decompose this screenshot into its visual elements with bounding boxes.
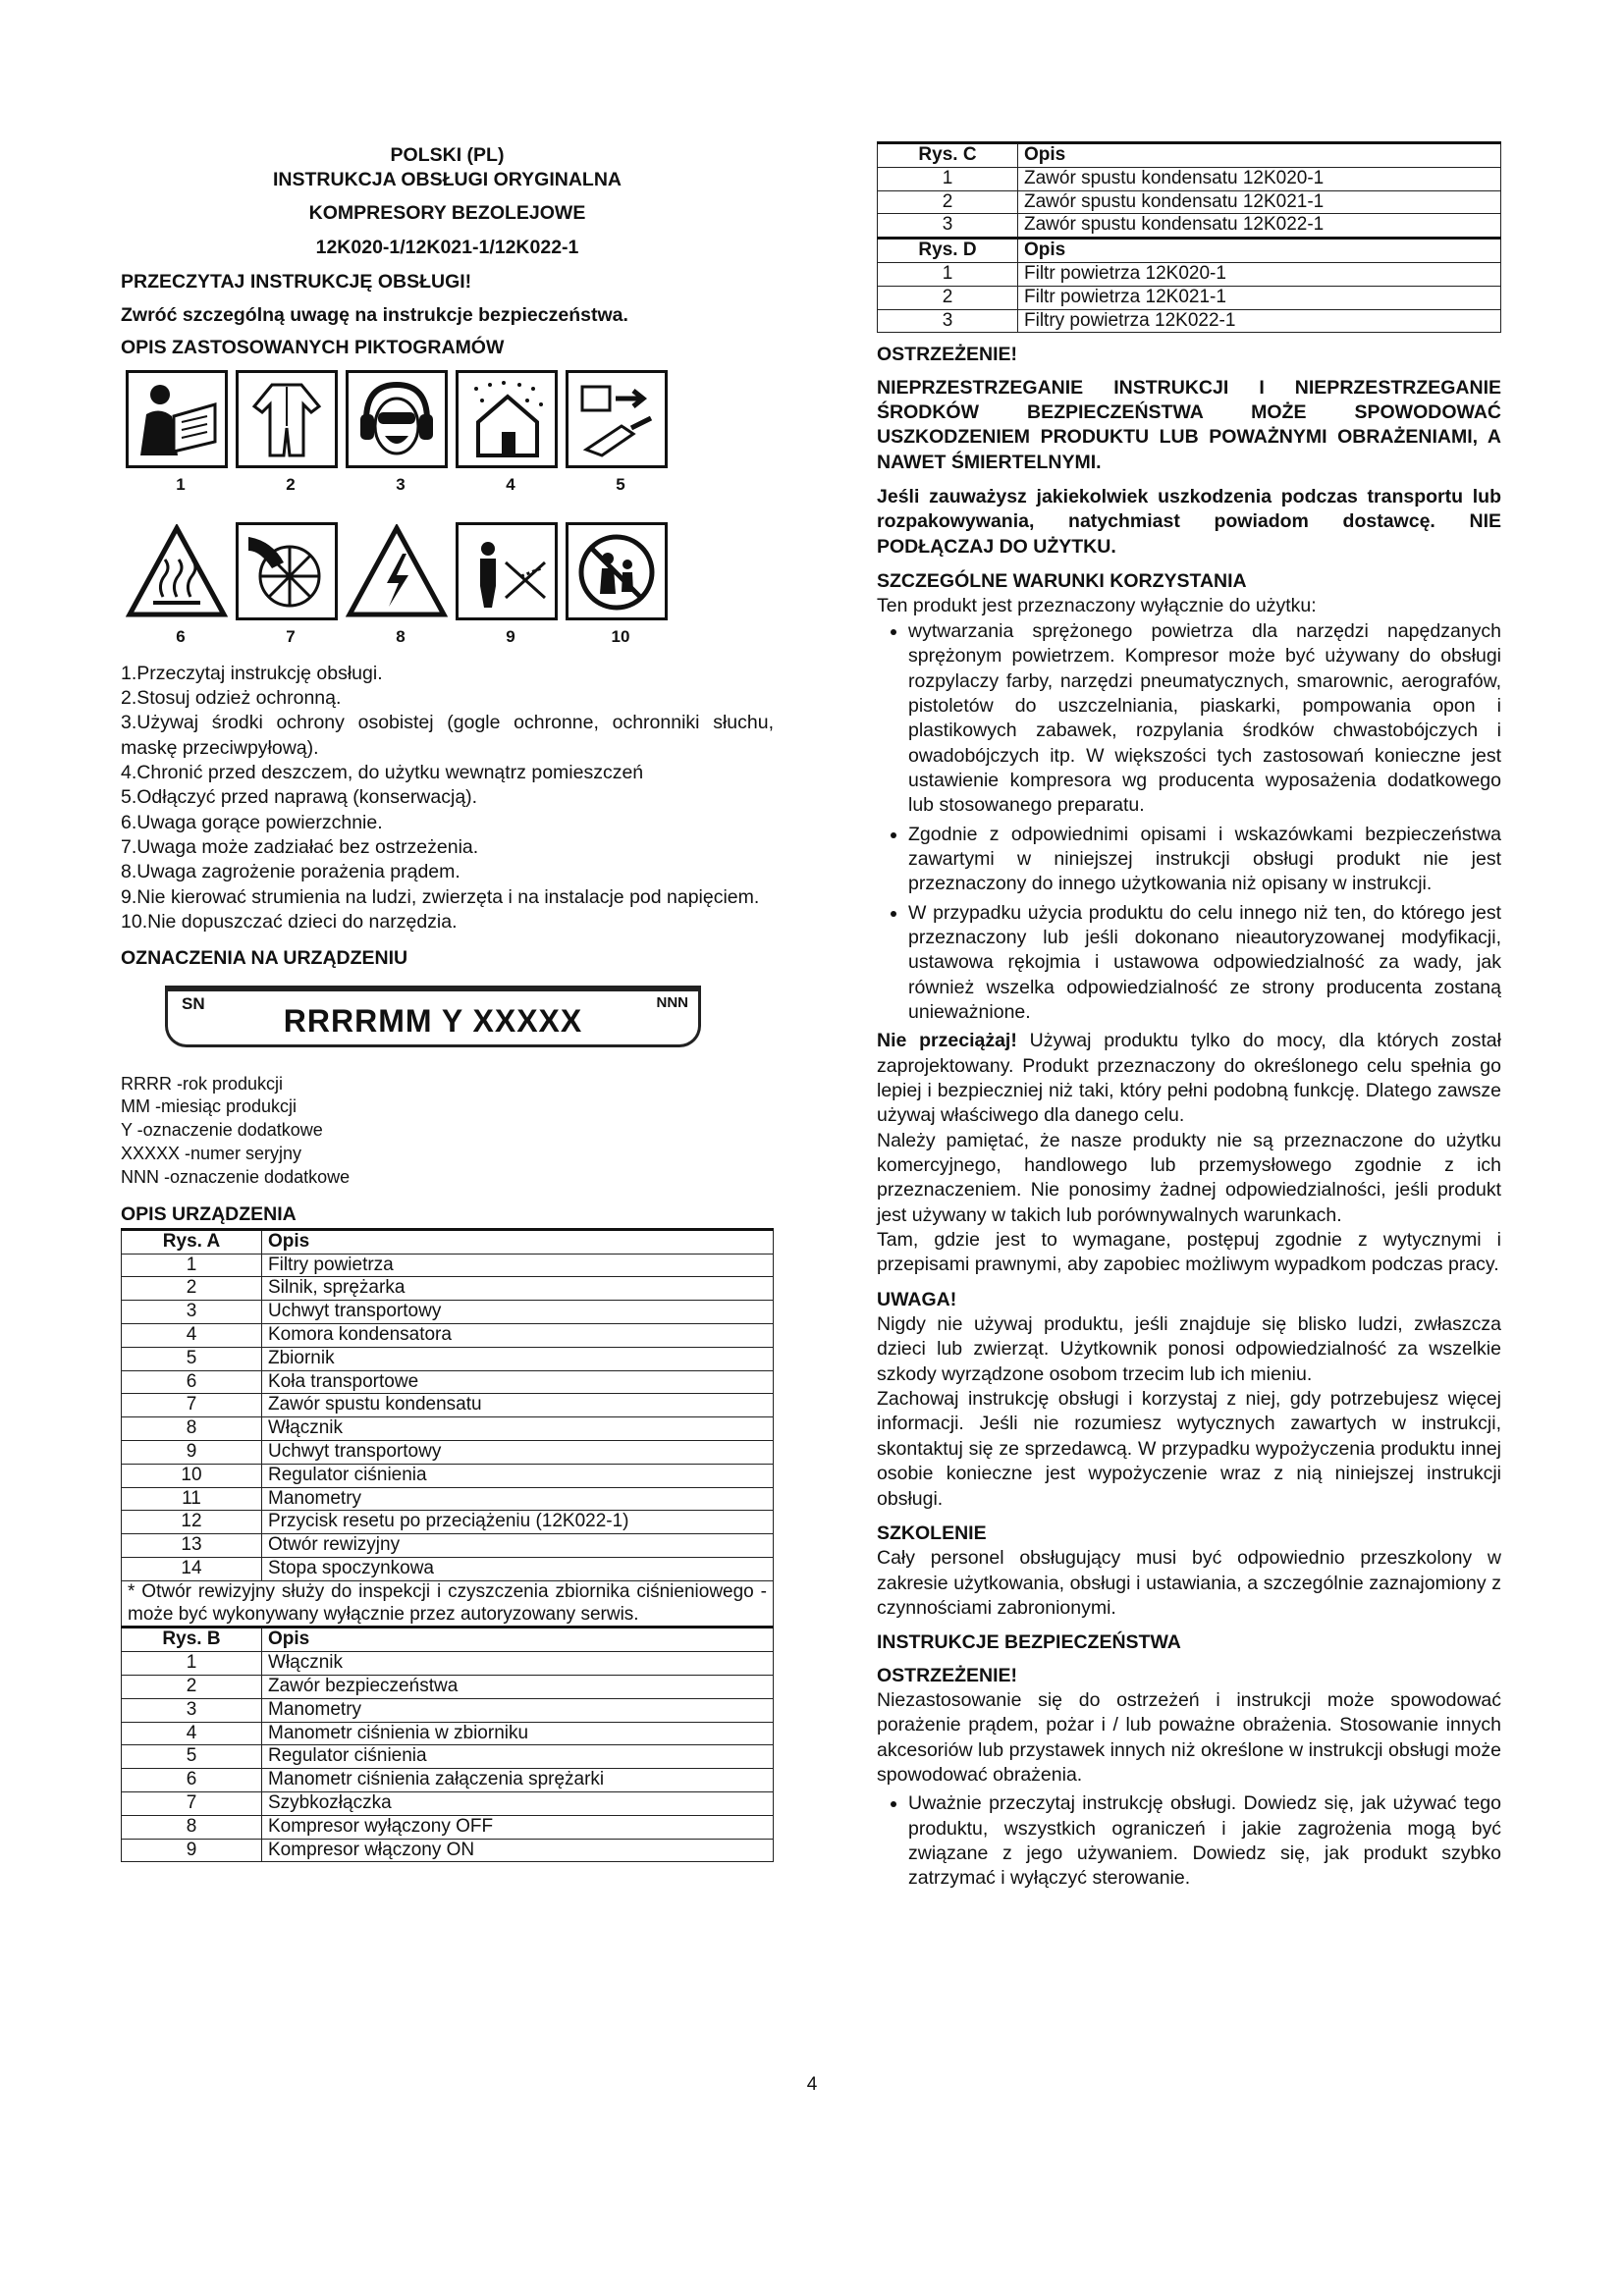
table-row: 1 Zawór spustu kondensatu 12K020-1 <box>878 167 1501 190</box>
safety-instructions-title: INSTRUKCJE BEZPIECZEŃSTWA <box>877 1631 1181 1654</box>
table-rys-a <box>121 1228 774 1863</box>
table-row: 4 Manometr ciśnienia w zbiorniku <box>122 1722 774 1745</box>
hot-surface-icon <box>126 522 228 620</box>
table-row: 3 Filtry powietrza 12K022-1 <box>878 309 1501 333</box>
list-item: • wytwarzania sprężonego powietrza dla narzędzi napędzanych sprężonym powietrzem. Kompresor może być używany do obsługi rozpylaczy farby, narzędzi pneumatycznych, smarownic, aerografów, pistoletów do uszczelniania, piaskarki, pompowania opon i plastikowych zabawek, rozpylania środków chwastobójczych i owadobójczych itp. W większości tych zastosowań konieczne jest ustawienie kompresora wg producenta wyposażenia dodatkowego lub stosowanego preparatu. <box>908 619 1501 819</box>
table-row: 3 Zawór spustu kondensatu 12K022-1 <box>878 214 1501 239</box>
table-header: Rys. A Opis <box>122 1229 774 1254</box>
table-row: 7 Zawór spustu kondensatu <box>122 1394 774 1417</box>
table-note-row: * Otwór rewizyjny służy do inspekcji i czyszczenia zbiornika ciśnieniowego - może być wykonywany wyłącznie przez autoryzowany serwis. <box>122 1580 774 1628</box>
warning-body: NIEPRZESTRZEGANIE INSTRUKCJI I NIEPRZESTRZEGANIE ŚRODKÓW BEZPIECZEŃSTWA MOŻE SPOWODOWAĆ USZKODZENIEM PRODUKTU LUB POWAŻNYMI OBRAŻENIAMI, A NAWET ŚMIERTELNYMI. <box>877 376 1501 473</box>
table-row: 8 Kompresor wyłączony OFF <box>122 1815 774 1839</box>
caution-paragraph-1: Nigdy nie używaj produktu, jeśli znajduje się blisko ludzi, zwłaszcza dzieci lub zwierząt. Użytkownik ponosi odpowiedzialność za wszelkie szkody wyrządzone osobom trzecim lub ich mieniu. <box>877 1313 1501 1385</box>
table-row: 1 Włącznik <box>122 1652 774 1676</box>
read-instructions-heading: PRZECZYTAJ INSTRUKCJĘ OBSŁUGI! <box>121 271 472 294</box>
pictogram-row-2 <box>126 522 774 620</box>
table-row: 3 Uchwyt transportowy <box>122 1301 774 1324</box>
table-row: 6 Koła transportowe <box>122 1370 774 1394</box>
protective-clothing-icon <box>236 370 338 468</box>
model-numbers: 12K020-1/12K021-1/12K022-1 <box>315 237 579 259</box>
table-row: 2 Silnik, sprężarka <box>122 1277 774 1301</box>
disconnect-before-repair-icon <box>566 370 668 468</box>
caution-title: UWAGA! <box>877 1288 957 1310</box>
list-item: • W przypadku użycia produktu do celu innego niż ten, do którego jest przeznaczony lub jeśli dokonano nieautoryzowanej modyfikacji, ustawowa rękojmia i ustawowa odpowiedzialność za wady, jak również wszelka odpowiedzialność ze strony producenta zostaną unieważnione. <box>908 901 1501 1026</box>
conditions-list <box>877 619 1501 1026</box>
table-row: 12 Przycisk resetu po przeciążeniu (12K022-1) <box>122 1511 774 1534</box>
table-row: 6 Manometr ciśnienia załączenia sprężarki <box>122 1769 774 1792</box>
table-row: 2 Zawór bezpieczeństwa <box>122 1675 774 1698</box>
pictograms-title: OPIS ZASTOSOWANYCH PIKTOGRAMÓW <box>121 337 505 359</box>
read-manual-icon <box>126 370 228 468</box>
table-row: 2 Filtr powietrza 12K021-1 <box>878 286 1501 309</box>
warning-heading-2: OSTRZEŻENIE! <box>877 1664 1018 1686</box>
overload-paragraph: Nie przeciążaj! Używaj produktu tylko do mocy, dla których został zaprojektowany. Produkt przeznaczony do określonego celu spełnia go lepiej i bezpieczniej niż taki, który pełni podobną funkcję. Dlatego zawsze używaj właściwego dla danego celu. <box>877 1030 1501 1127</box>
table-header-rys-c: Rys. C Opis <box>878 143 1501 168</box>
table-row: 3 Manometry <box>122 1698 774 1722</box>
pictogram-numbers-row-2: 6 7 8 9 10 <box>176 626 630 646</box>
table-header-rys-d: Rys. D Opis <box>878 239 1501 263</box>
table-row: 2 Zawór spustu kondensatu 12K021-1 <box>878 190 1501 214</box>
page-number: 4 <box>806 2074 818 2095</box>
training-title: SZKOLENIE <box>877 1522 987 1544</box>
language-heading: POLSKI (PL) <box>390 144 505 166</box>
fan-warning-icon <box>236 522 338 620</box>
table-row: 5 Zbiornik <box>122 1347 774 1370</box>
keep-children-away-icon <box>566 522 668 620</box>
goggles-earmuffs-mask-icon <box>346 370 448 468</box>
table-header-rys-b: Rys. B Opis <box>122 1628 774 1652</box>
training-paragraph: Cały personel obsługujący musi być odpowiednio przeszkolony w zakresie użytkowania, obsługi i ustawiania, a szczególnie zaznajomiony z czynnościami zabronionymi. <box>877 1547 1501 1619</box>
document-title: INSTRUKCJA OBSŁUGI ORYGINALNA <box>273 169 622 191</box>
table-row: 8 Włącznik <box>122 1417 774 1441</box>
plate-code: RRRRMM Y XXXXX <box>283 1002 583 1039</box>
table-row: 1 Filtr powietrza 12K020-1 <box>878 262 1501 286</box>
product-name: KOMPRESORY BEZOLEJOWE <box>308 201 586 224</box>
pictogram-numbers-row-1: 1 2 3 4 5 <box>176 475 625 495</box>
table-row: 11 Manometry <box>122 1487 774 1511</box>
plate-sn: SN <box>182 993 205 1013</box>
indoor-use-only-icon <box>456 370 558 468</box>
safety-attention-note: Zwróć szczególną uwagę na instrukcje bezpieczeństwa. <box>121 303 628 326</box>
rating-plate <box>165 986 701 1047</box>
table-row: 13 Otwór rewizyjny <box>122 1534 774 1558</box>
table-row: 14 Stopa spoczynkowa <box>122 1557 774 1580</box>
pictogram-legend: 1.Przeczytaj instrukcję obsługi. 2.Stosuj odzież ochronną. 3.Używaj środki ochrony osobistej (gogle ochronne, ochronniki słuchu, maskę przeciwpyłową). 4.Chronić przed deszczem, do użytku wewnątrz pomieszczeń 5.Odłączyć przed naprawą (konserwacją). 6.Uwaga gorące powierzchnie. 7.Uwaga może zadziałać bez ostrzeżenia. 8.Uwaga zagrożenie porażenia prądem. 9.Nie kierować strumienia na ludzi, zwierzęta i na instalacje pod napięciem. 10.Nie dopuszczać dzieci do narzędzia. <box>121 662 774 934</box>
no-spray-at-people-icon <box>456 522 558 620</box>
table-row: 10 Regulator ciśnienia <box>122 1464 774 1487</box>
table-row: 1 Filtry powietrza <box>122 1254 774 1277</box>
table-row: 9 Kompresor włączony ON <box>122 1839 774 1862</box>
caution-paragraph-2: Zachowaj instrukcję obsługi i korzystaj z niej, gdy potrzebujesz więcej informacji. Jeśli nie rozumiesz wytycznych zawartych w instrukcji, skontaktuj się ze sprzedawcą. W przypadku wypożyczenia produktu innej osobie konieczne jest wypożyczenie wraz z nią niniejszej instrukcji obsługi. <box>877 1388 1501 1510</box>
table-row: 4 Komora kondensatora <box>122 1324 774 1348</box>
markings-title: OZNACZENIA NA URZĄDZENIU <box>121 947 408 970</box>
plate-legend: RRRR -rok produkcji MM -miesiąc produkcji Y -oznaczenie dodatkowe XXXXX -numer seryjny NNN -oznaczenie dodatkowe <box>121 1073 351 1187</box>
conditions-title: SZCZEGÓLNE WARUNKI KORZYSTANIA <box>877 570 1247 593</box>
right-column <box>877 141 1501 1896</box>
list-item: • Zgodnie z odpowiednimi opisami i wskazówkami bezpieczeństwa zawartymi w niniejszej instrukcji obsługi produkt nie jest przeznaczony do innego użytkowania niż opisany w instrukcji. <box>908 823 1501 897</box>
warning-paragraph-2: Niezastosowanie się do ostrzeżeń i instrukcji może spowodować porażenie prądem, pożar i / lub poważne obrażenia. Stosowanie innych akcesoriów lub przystawek innych niż określone w instrukcji obsługi może spowodować obrażenia. <box>877 1688 1501 1786</box>
table-row: 5 Regulator ciśnienia <box>122 1745 774 1769</box>
commercial-use-note: Należy pamiętać, że nasze produkty nie są przeznaczone do użytku komercyjnego, handlowego lub przemysłowego zgodnie z ich przeznaczeniem. Nie ponosimy żadnej odpowiedzialności, jeśli produkt jest używany w takich lub porównywalnych warunkach. <box>877 1129 1501 1226</box>
warning-heading: OSTRZEŻENIE! <box>877 344 1018 366</box>
table-rys-c-d <box>877 141 1501 333</box>
table-row: 9 Uchwyt transportowy <box>122 1440 774 1464</box>
damage-notice: Jeśli zauważysz jakiekolwiek uszkodzenia podczas transportu lub rozpakowywania, natychmiast powiadom dostawcę. NIE PODŁĄCZAJ DO UŻYTKU. <box>877 486 1501 558</box>
table-row: 7 Szybkozłączka <box>122 1791 774 1815</box>
electric-shock-icon <box>346 522 448 620</box>
left-column <box>121 143 774 1862</box>
legal-note: Tam, gdzie jest to wymagane, postępuj zgodnie z wytycznymi i przepisami prawnymi, aby zapobiec możliwym wypadkom podczas pracy. <box>877 1229 1501 1276</box>
conditions-intro: Ten produkt jest przeznaczony wyłącznie do użytku: <box>877 595 1317 617</box>
list-item: • Uważnie przeczytaj instrukcję obsługi. Dowiedz się, jak używać tego produktu, wszystkich ograniczeń i jakie zagrożenia mogą być związane z jego używaniem. Dowiedz się, jak produkt szybko zatrzymać i wyłączyć sterowanie. <box>908 1791 1501 1891</box>
safety-list <box>877 1791 1501 1891</box>
device-description-title: OPIS URZĄDZENIA <box>121 1203 297 1226</box>
plate-nnn: NNN <box>656 993 688 1011</box>
pictogram-row-1 <box>126 370 774 468</box>
